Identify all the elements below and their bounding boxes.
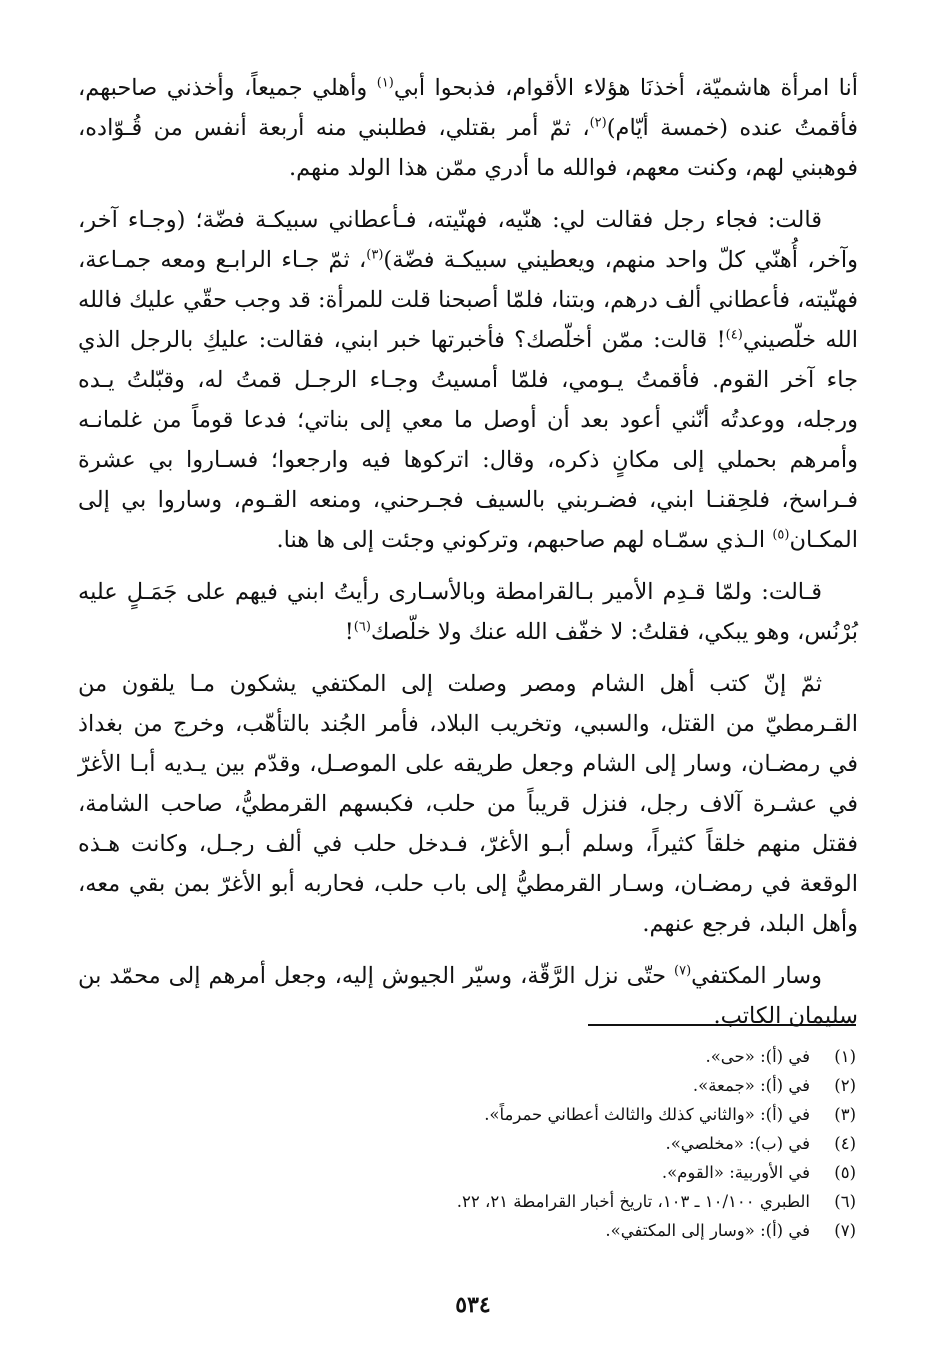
text-segment: حتّى نزل الرَّقّة، وسيّر الجيوش إليه، وجعل أمرهم إلى محمّد بن سليمان الكاتب. (78, 963, 858, 1029)
footnote-text: في (أ): «والثاني كذلك والثالث أعطاني حمرماً». (484, 1105, 810, 1124)
footnote-ref-4: (٤) (725, 327, 743, 343)
paragraph-4 (78, 664, 858, 944)
paragraph-3 (78, 572, 858, 652)
footnote-number: (٧) (834, 1221, 856, 1240)
page-number: ٥٣٤ (455, 1292, 491, 1318)
footnote-ref-5: (٥) (772, 527, 790, 543)
text-segment: ثمّ إنّ كتب أهل الشام ومصر وصلت إلى المكتفي يشكون مـا يلقون من القـرمطيّ من القتل، والسبي، وتخريب البلاد، فأمر الجُند بالتأهّب، وخرج من بغداذ في رمضـان، وسار إلى الشام وجعل طريقه على الموصـل، وقدّم بين يـديه أبـا الأغرّ في عشـرة آلاف رجل، فنزل قريباً من حلب، فكبسهم القرمطيُّ، صاحب الشامة، فقتل منهم خلقاً كثيراً، وسلم أبـو الأغرّ، فـدخل حلب في ألف رجـل، وكانت هـذه الوقعة في رمضـان، وسـار القرمطيُّ إلى باب حلب، فحاربه أبو الأغرّ بمن بقي معه، وأهل البلد، فرجع عنهم. (78, 671, 858, 937)
footnote-number: (٢) (834, 1076, 856, 1095)
text-segment: ! (344, 619, 354, 645)
text-segment: وأهلي جميعاً، وأخذني صاحبهم، فأقمتُ عنده (خمسة أيّام) (78, 75, 858, 141)
footnote-7 (250, 1216, 856, 1245)
main-text (78, 68, 858, 1048)
footnote-5 (250, 1158, 856, 1187)
text-segment: الـذي سمّـاه لهم صاحبهم، وتركوني وجئت إلى ها هنا. (276, 527, 773, 553)
footnote-number: (٤) (834, 1134, 856, 1153)
footnote-separator (588, 1024, 856, 1026)
footnote-ref-7: (٧) (674, 963, 692, 979)
footnote-number: (١) (834, 1047, 856, 1066)
text-segment: أنا امرأة هاشميّة، أخذنَا هؤلاء الأقوام، فذبحوا أبي (393, 75, 859, 101)
footnote-text: في (أ): «جمعة». (692, 1076, 810, 1095)
footnote-1 (250, 1042, 856, 1071)
paragraph-1 (78, 68, 858, 188)
footnote-text: الطبري ١٠/١٠٠ ـ ١٠٣، تاريخ أخبار القرامطة ٢١، ٢٢. (456, 1192, 810, 1211)
footnote-number: (٣) (834, 1105, 856, 1124)
footnote-ref-1: (١) (376, 75, 394, 91)
footnotes (250, 1042, 856, 1245)
footnote-ref-3: (٣) (366, 247, 384, 263)
text-segment: ، ثمّ أمر بقتلي، فطلبني منه أربعة أنفس من قُـوّاده، فوهبني لهم، وكنت معهم، فوالله ما أدري ممّن هذا الولد منهم. (78, 115, 858, 181)
footnote-6 (250, 1187, 856, 1216)
text-segment: قالت: فجاء رجل فقالت لي: هنّيه، فهنّيته، فـأعطاني سبيكـة فضّة؛ (وجـاء آخر، وآخر، أُهنّي كلّ واحد منهم، ويعطيني سبيكـة فضّة) (78, 207, 859, 273)
text-segment: قـالت: ولمّا قـدِم الأمير بـالقرامطة وبالأسـارى رأيتُ ابني فيهم على جَمَـلٍ عليه بُرْنُس، وهو يبكي، فقلتُ: لا خفّف الله عنك ولا خلّصك (78, 579, 858, 645)
footnote-text: في (ب): «مخلصي». (665, 1134, 810, 1153)
paragraph-2 (78, 200, 858, 560)
footnote-3 (250, 1100, 856, 1129)
footnote-text: في (أ): «حى». (705, 1047, 810, 1066)
footnote-number: (٦) (834, 1192, 856, 1211)
text-segment: وسار المكتفي (691, 963, 822, 989)
text-segment: ! قالت: ممّن أخلّصك؟ فأخبرتها خبر ابني، فقالت: عليكِ بالرجل الذي جاء آخر القوم. فأقمتُ يـومي، فلمّا أمسيتُ وجـاء الرجـل قمتُ له، وقبّلتُ يـده ورجله، ووعدتُه أنّني أعود بعد أن أوصل ما معي إلى بناتي؛ فدعا قوماً من غلمانـه وأمرهم بحملي إلى مكانٍ ذكره، وقال: اتركوها فيه وارجعوا؛ فسـاروا بي عشرة فـراسخ، فلحِقنـا ابني، فضـربني بالسيف فجـرحني، ومنعه القـوم، وساروا بي إلى المكـان (78, 327, 858, 553)
footnote-2 (250, 1071, 856, 1100)
footnote-text: في (أ): «وسار إلى المكتفي». (605, 1221, 810, 1240)
footnote-text: في الأوربية: «القوم». (661, 1163, 810, 1182)
text-segment: ، ثمّ جـاء الرابـع ومعه جمـاعة، فهنّيته، فأعطاني ألف درهم، وبتنا، فلمّا أصبحنا قلت للمرأة: قد وجب حقّي عليك فالله الله خلّصيني (78, 247, 858, 353)
footnote-4 (250, 1129, 856, 1158)
footnote-number: (٥) (834, 1163, 856, 1182)
footnote-ref-2: (٢) (589, 115, 607, 131)
footnote-ref-6: (٦) (353, 619, 371, 635)
